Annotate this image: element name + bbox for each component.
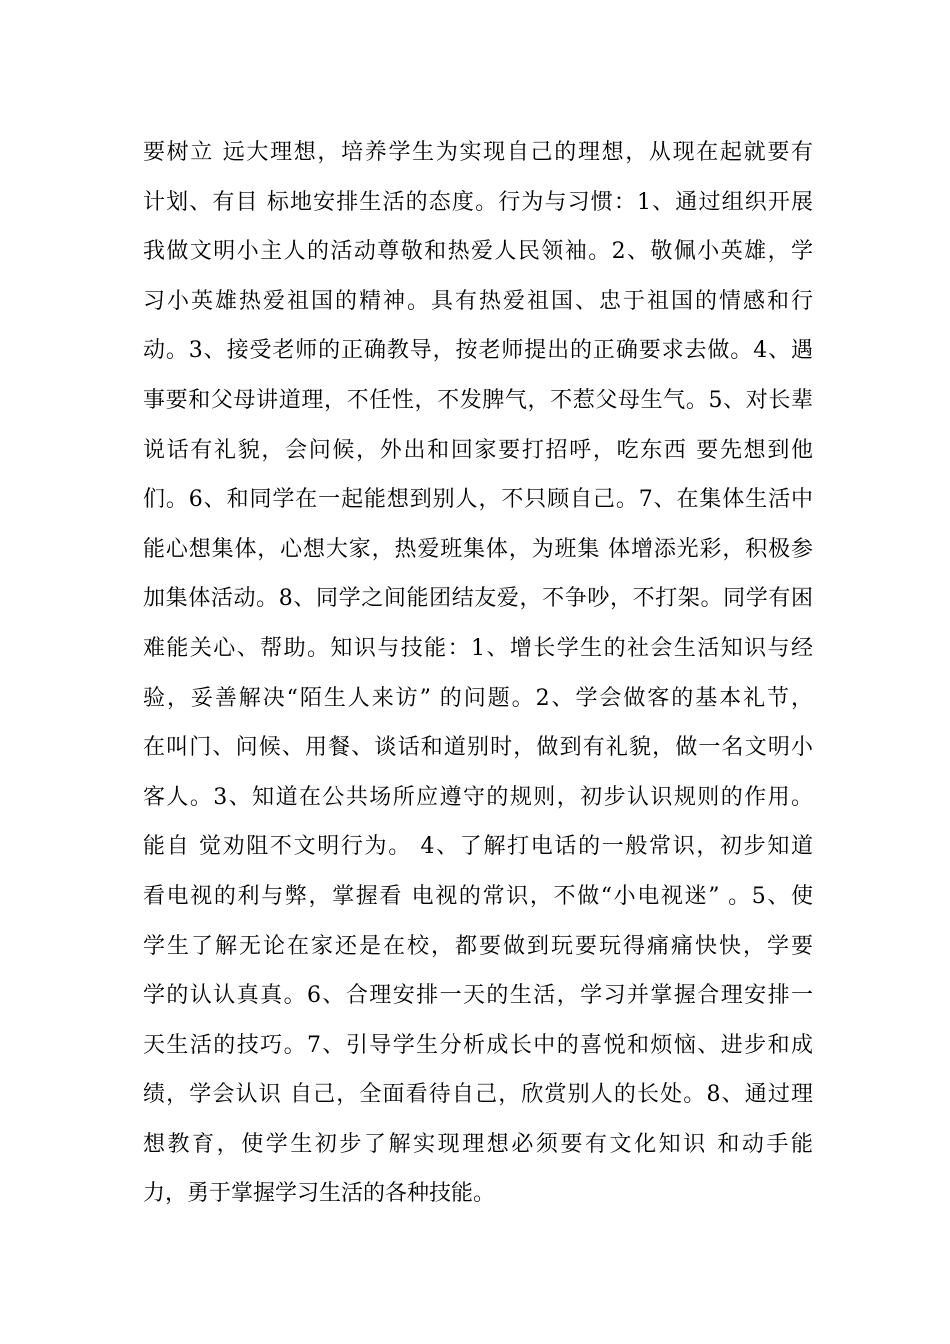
text-line: 计划、有目 标地安排生活的态度。行为与习惯：1、通过组织开展 — [143, 189, 813, 215]
text-line: 想教育，使学生初步了解实现理想必须要有文化知识 和动手能 — [143, 1131, 813, 1157]
text-line: 力，勇于掌握学习生活的各种技能。 — [143, 1181, 496, 1207]
text-line: 说话有礼貌，会问候，外出和回家要打招呼，吃东西 要先想到他 — [143, 437, 813, 463]
text-line: 习小英雄热爱祖国的精神。具有热爱祖国、忠于祖国的情感和行 — [143, 288, 813, 314]
text-line: 能心想集体，心想大家，热爱班集体，为班集 体增添光彩，积极参 — [143, 536, 813, 562]
text-line: 看电视的利与弊，掌握看 电视的常识，不做“小电视迷” 。5、使 — [143, 883, 813, 909]
text-line: 们。6、和同学在一起能想到别人，不只顾自己。7、在集体生活中 — [143, 487, 813, 513]
text-line: 要树立 远大理想，培养学生为实现自己的理想，从现在起就要有 — [143, 140, 813, 165]
text-line: 动。3、接受老师的正确教导，按老师提出的正确要求去做。4、遇 — [143, 338, 813, 364]
text-line: 我做文明小主人的活动尊敬和热爱人民领袖。2、敬佩小英雄，学 — [143, 239, 813, 265]
text-line: 加集体活动。8、同学之间能团结友爱，不争吵，不打架。同学有困 — [143, 586, 813, 612]
body-text — [143, 128, 813, 1219]
text-line: 绩，学会认识 自己，全面看待自己，欣赏别人的长处。8、通过理 — [143, 1082, 813, 1108]
text-line: 在叫门、问候、用餐、谈话和道别时，做到有礼貌，做一名文明小 — [143, 735, 813, 761]
text-line: 学的认认真真。6、合理安排一天的生活，学习并掌握合理安排一 — [143, 983, 813, 1009]
text-line: 验，妥善解决“陌生人来访” 的问题。2、学会做客的基本礼节， — [143, 685, 813, 711]
text-line: 难能关心、帮助。知识与技能：1、增长学生的社会生活知识与经 — [143, 635, 813, 661]
text-line: 客人。3、知道在公共场所应遵守的规则，初步认识规则的作用。 — [143, 784, 813, 810]
text-line: 天生活的技巧。7、引导学生分析成长中的喜悦和烦恼、进步和成 — [143, 1032, 813, 1058]
text-line: 能自 觉劝阻不文明行为。 4、了解打电话的一般常识，初步知道 — [143, 834, 813, 860]
text-line: 事要和父母讲道理，不任性，不发脾气，不惹父母生气。5、对长辈 — [143, 387, 813, 413]
text-line: 学生了解无论在家还是在校，都要做到玩要玩得痛痛快快，学要 — [143, 933, 813, 959]
